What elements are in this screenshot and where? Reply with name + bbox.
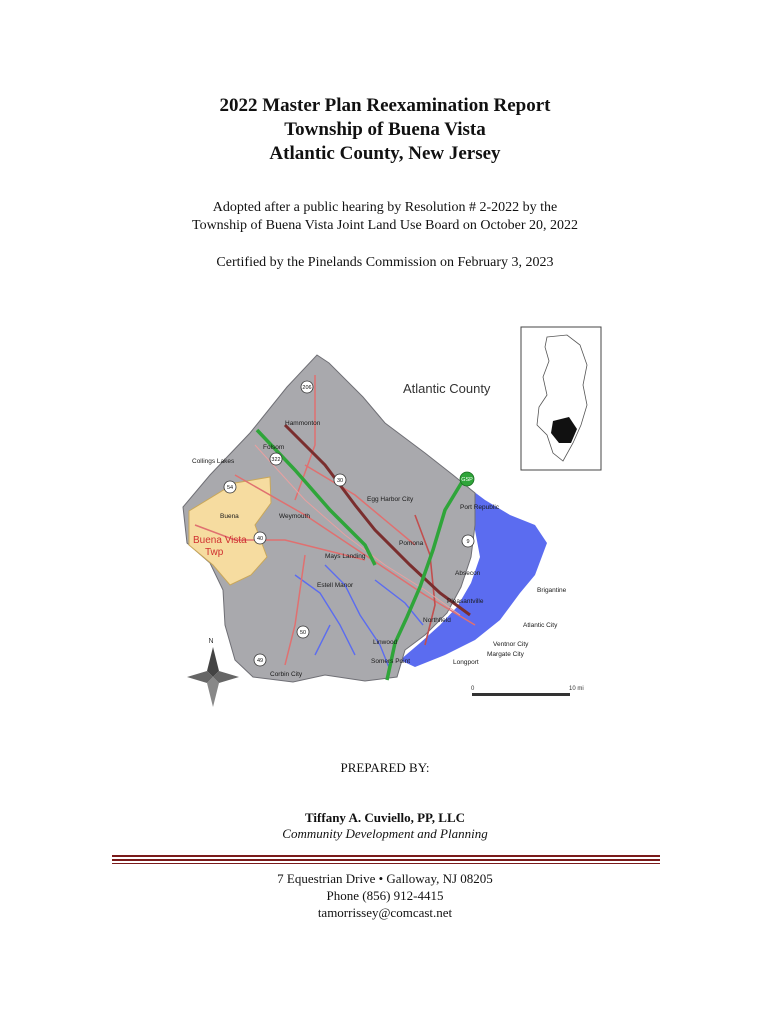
place-margate-city: Margate City <box>487 651 524 658</box>
place-estell-manor: Estell Manor <box>317 582 354 589</box>
place-northfield: Northfield <box>423 617 451 624</box>
email-address: tamorrissey@comcast.net <box>317 905 453 920</box>
place-absecon: Absecon <box>455 570 481 577</box>
phone-number: Phone (856) 912-4415 <box>326 888 444 903</box>
place-pleasantville: Pleasantville <box>447 598 484 605</box>
place-collings-lakes: Collings Lakes <box>192 458 235 465</box>
place-somers-point: Somers Point <box>371 658 411 665</box>
street-address: 7 Equestrian Drive • Galloway, NJ 08205 <box>277 871 493 886</box>
contact-block <box>0 870 770 921</box>
certification-statement: Certified by the Pinelands Commission on February 3, 2023 <box>216 255 554 270</box>
township-label-line-1: Buena Vista <box>193 535 247 546</box>
place-pomona: Pomona <box>399 540 424 547</box>
inset-map <box>521 327 601 470</box>
place-brigantine: Brigantine <box>537 587 567 594</box>
map-heading: Atlantic County <box>403 381 491 396</box>
place-hammonton: Hammonton <box>285 420 321 427</box>
scale-bar <box>471 686 584 696</box>
place-corbin-city: Corbin City <box>270 671 303 678</box>
place-egg-harbor-city: Egg Harbor City <box>367 496 414 503</box>
place-port-republic: Port Republic <box>460 504 500 511</box>
place-weymouth: Weymouth <box>279 513 310 520</box>
divider-rule-2 <box>112 859 660 861</box>
shield-54: 54 <box>226 485 234 491</box>
shield-40: 40 <box>256 536 264 542</box>
title-block <box>0 94 770 166</box>
adoption-line-1: Adopted after a public hearing by Resolution # 2-2022 by the <box>212 200 558 215</box>
divider-rule-3 <box>112 863 660 864</box>
shield-206: 206 <box>302 385 312 391</box>
shield-49: 49 <box>256 658 264 664</box>
shield-50: 50 <box>299 630 307 636</box>
place-ventnor-city: Ventnor City <box>493 641 529 648</box>
place-atlantic-city: Atlantic City <box>523 622 558 629</box>
shield-gsp: GSP <box>461 477 473 483</box>
firm-name: Tiffany A. Cuviello, PP, LLC <box>305 810 465 825</box>
firm-tagline: Community Development and Planning <box>282 826 488 841</box>
shield-30: 30 <box>336 478 344 484</box>
report-title: 2022 Master Plan Reexamination Report <box>219 95 551 116</box>
north-label: N <box>208 638 214 645</box>
township-label-line-2: Twp <box>205 547 224 558</box>
place-longport: Longport <box>453 659 479 666</box>
atlantic-county-map <box>175 325 605 710</box>
scale-start: 0 <box>471 686 475 692</box>
place-linwood: Linwood <box>373 639 398 646</box>
scale-end: 10 mi <box>569 686 584 692</box>
place-buena: Buena <box>220 513 239 520</box>
adoption-line-2: Township of Buena Vista Joint Land Use Board on October 20, 2022 <box>192 218 578 233</box>
adoption-statement <box>0 199 770 235</box>
shield-322: 322 <box>271 457 281 463</box>
township-title: Township of Buena Vista <box>284 119 486 140</box>
place-mays-landing: Mays Landing <box>325 553 366 560</box>
divider-rule-1 <box>112 855 660 857</box>
prepared-by-label: PREPARED BY: <box>340 760 430 775</box>
place-folsom: Folsom <box>263 444 285 451</box>
county-title: Atlantic County, New Jersey <box>269 143 501 164</box>
shield-9: 9 <box>466 539 470 545</box>
